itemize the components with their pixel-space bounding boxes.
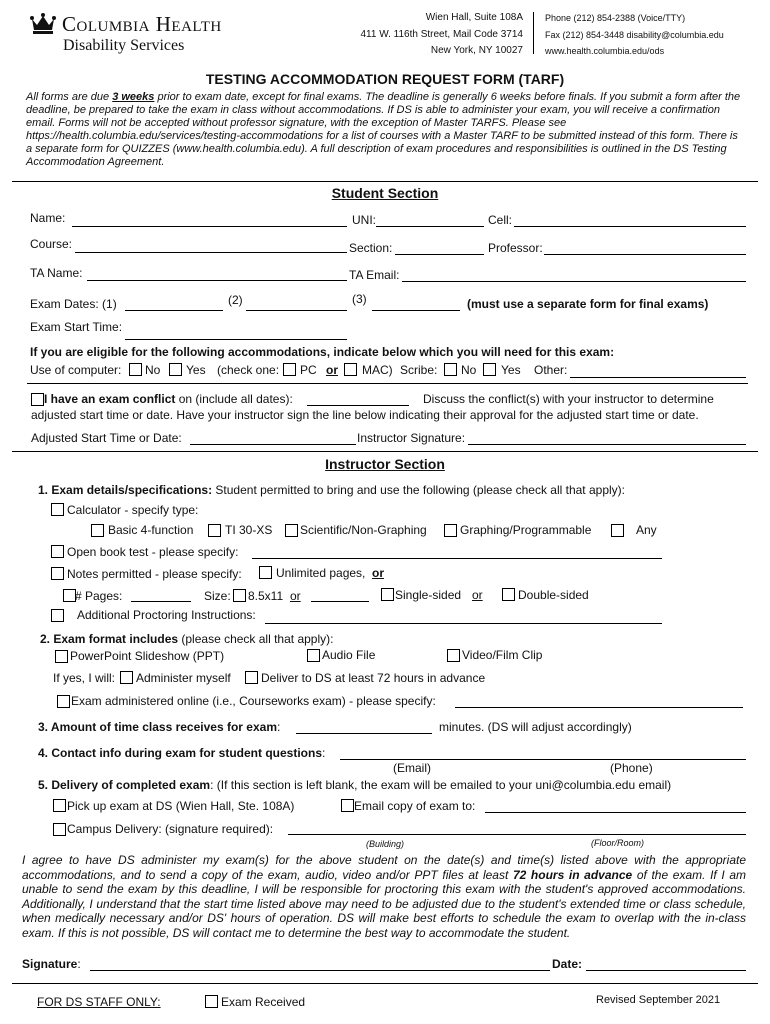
other-label: Other:	[534, 363, 568, 377]
q5-bold: 5. Delivery of completed exam	[38, 778, 211, 792]
num-pages-field[interactable]	[131, 601, 191, 602]
unlimited-pages-checkbox[interactable]	[259, 566, 272, 579]
pc-checkbox[interactable]	[283, 363, 296, 376]
dept-name: Disability Services	[63, 37, 185, 54]
exam-start-time-field[interactable]	[125, 339, 347, 340]
exam-date-2-field[interactable]	[246, 310, 347, 311]
eligible-heading: If you are eligible for the following accommodations, indicate below which you will need for this exam:	[30, 345, 615, 359]
q2-label	[40, 632, 333, 646]
pc-label: PC	[300, 363, 317, 377]
mac-checkbox[interactable]	[344, 363, 357, 376]
agreement-deadline: 72 hours in advance	[512, 867, 633, 882]
computer-yes-label: Yes	[186, 363, 206, 377]
header-divider	[533, 12, 534, 54]
computer-no-checkbox[interactable]	[129, 363, 142, 376]
pickup-checkbox[interactable]	[53, 799, 66, 812]
adjusted-start-field[interactable]	[190, 444, 356, 445]
double-sided-label: Double-sided	[518, 588, 589, 602]
minutes-label: minutes. (DS will adjust accordingly)	[439, 720, 632, 734]
staff-only-label: FOR DS STAFF ONLY:	[37, 995, 161, 1009]
q1-bold: 1. Exam details/specifications:	[38, 483, 213, 497]
scribe-label: Scribe:	[400, 363, 438, 377]
q3-bold: 3. Amount of time class receives for exam	[38, 720, 277, 734]
scribe-yes-checkbox[interactable]	[483, 363, 496, 376]
ta-name-label: TA Name:	[30, 266, 83, 280]
signature-colon: :	[77, 957, 81, 971]
audio-checkbox[interactable]	[307, 649, 320, 662]
deliver-checkbox[interactable]	[245, 671, 258, 684]
scribe-no-label: No	[461, 363, 477, 377]
pickup-label: Pick up exam at DS (Wien Hall, Ste. 108A)	[67, 799, 295, 813]
q2-bold: 2. Exam format includes	[40, 632, 179, 646]
any-calc-checkbox[interactable]	[611, 524, 624, 537]
q3-colon: :	[277, 720, 281, 734]
conflict-box-rule	[27, 383, 748, 384]
instructor-signature-label: Instructor Signature:	[357, 431, 466, 445]
adjusted-start-label: Adjusted Start Time or Date:	[31, 431, 182, 445]
double-sided-checkbox[interactable]	[502, 588, 515, 601]
address-line: New York, NY 10027	[430, 45, 523, 56]
mac-label: MAC)	[362, 363, 393, 377]
exam-start-time-label: Exam Start Time:	[30, 320, 123, 334]
proctoring-checkbox[interactable]	[51, 609, 64, 622]
campus-delivery-field[interactable]	[288, 834, 746, 835]
scientific-calc-label: Scientific/Non-Graphing	[300, 523, 427, 537]
footer-rule	[12, 983, 758, 984]
check-one-label: (check one:	[217, 363, 280, 377]
q4-colon: :	[322, 746, 326, 760]
unlimited-pages-label: Unlimited pages,	[276, 566, 366, 580]
finals-note: (must use a separate form for final exams)	[467, 297, 709, 311]
scientific-calc-checkbox[interactable]	[285, 524, 298, 537]
campus-delivery-label: Campus Delivery: (signature required):	[67, 822, 274, 836]
exam-date-1-field[interactable]	[125, 310, 223, 311]
graphing-calc-checkbox[interactable]	[444, 524, 457, 537]
contact-line: Phone (212) 854-2388 (Voice/TTY)	[545, 13, 686, 23]
ppt-label: PowerPoint Slideshow (PPT)	[70, 649, 225, 663]
ta-email-label: TA Email:	[349, 268, 400, 282]
professor-label: Professor:	[488, 241, 543, 255]
name-label: Name:	[30, 211, 66, 225]
calculator-checkbox[interactable]	[51, 503, 64, 516]
intro-text: All forms are due	[26, 91, 113, 103]
class-time-field[interactable]	[296, 733, 432, 734]
online-exam-label: Exam administered online (i.e., Courseworks exam) - please specify:	[71, 694, 436, 708]
online-exam-checkbox[interactable]	[57, 695, 70, 708]
signature-field[interactable]	[90, 970, 550, 971]
exam-date-3-field[interactable]	[372, 310, 460, 311]
contact-line: www.health.columbia.edu/ods	[545, 46, 665, 56]
intro-due: 3 weeks	[112, 91, 155, 103]
section-field[interactable]	[395, 254, 484, 255]
q4-label	[38, 746, 325, 760]
agreement-text: I agree to have DS administer my exam(s) for the above student on the date(s) and time(s) listed above with the appropriate accommodations, and to send a copy of the exam, audio, video and/or PPT files at least	[22, 853, 746, 882]
basic-calc-label: Basic 4-function	[108, 523, 194, 537]
agreement-paragraph	[22, 853, 746, 940]
or-label: or	[290, 589, 301, 603]
open-book-field[interactable]	[252, 558, 662, 559]
letter-size-label: 8.5x11	[248, 589, 284, 603]
notes-label: Notes permitted - please specify:	[67, 567, 242, 581]
open-book-label: Open book test - please specify:	[67, 545, 239, 559]
scribe-yes-label: Yes	[501, 363, 521, 377]
discuss-label: Discuss the conflict(s) with your instructor to determine	[423, 392, 714, 406]
exam-conflict-label	[44, 392, 293, 406]
scribe-no-checkbox[interactable]	[444, 363, 457, 376]
other-size-field[interactable]	[311, 601, 369, 602]
ta-name-field[interactable]	[87, 280, 347, 281]
columbia-crown-logo	[30, 13, 56, 40]
q5-rest: : (If this section is left blank, the exam will be emailed to your uni@columbia.edu email)	[210, 778, 672, 792]
notes-checkbox[interactable]	[51, 567, 64, 580]
exam-date-2-label: (2)	[228, 293, 243, 307]
video-checkbox[interactable]	[447, 649, 460, 662]
instructor-signature-field[interactable]	[468, 444, 746, 445]
computer-yes-checkbox[interactable]	[169, 363, 182, 376]
audio-label: Audio File	[322, 648, 376, 662]
date-field[interactable]	[586, 970, 746, 971]
date-label: Date:	[552, 957, 583, 971]
section-rule	[12, 181, 758, 182]
q2-rest: (please check all that apply):	[178, 632, 334, 646]
cell-field[interactable]	[514, 226, 746, 227]
revised-date: Revised September 2021	[596, 994, 721, 1006]
instructor-section-heading: Instructor Section	[325, 456, 445, 472]
video-label: Video/Film Clip	[462, 648, 543, 662]
address-line: 411 W. 116th Street, Mail Code 3714	[360, 29, 523, 40]
ti-calc-checkbox[interactable]	[208, 524, 221, 537]
course-label: Course:	[30, 237, 73, 251]
cell-label: Cell:	[488, 213, 513, 227]
q1-label	[38, 483, 625, 497]
signature-bold: Signature	[22, 957, 78, 971]
q4-bold: 4. Contact info during exam for student questions	[38, 746, 323, 760]
name-field[interactable]	[72, 226, 347, 227]
exam-received-checkbox[interactable]	[205, 995, 218, 1008]
graphing-calc-label: Graphing/Programmable	[460, 523, 592, 537]
administer-checkbox[interactable]	[120, 671, 133, 684]
if-yes-label: If yes, I will:	[53, 671, 116, 685]
exam-received-label: Exam Received	[221, 995, 306, 1009]
proctoring-label: Additional Proctoring Instructions:	[77, 608, 256, 622]
contact-line: Fax (212) 854-3448 disability@columbia.edu	[545, 30, 724, 40]
address-line: Wien Hall, Suite 108A	[425, 12, 523, 23]
open-book-checkbox[interactable]	[51, 545, 64, 558]
contact-info-field[interactable]	[340, 759, 746, 760]
uni-field[interactable]	[376, 226, 484, 227]
email-copy-label: Email copy of exam to:	[354, 799, 476, 813]
or-label: or	[472, 588, 483, 602]
calculator-label: Calculator - specify type:	[67, 503, 199, 517]
or-label: or	[326, 363, 338, 377]
phone-caption: (Phone)	[610, 761, 653, 775]
deliver-label: Deliver to DS at least 72 hours in advance	[261, 671, 486, 685]
letter-size-checkbox[interactable]	[233, 589, 246, 602]
ppt-checkbox[interactable]	[55, 650, 68, 663]
uni-label: UNI:	[352, 213, 376, 227]
agreement-text: of the exam. If I am unable to send the exam by this deadline, I will be responsible for proctoring this exam with the student's approved accommodations. Additionally, I understand that the start time listed above may need to be adjusted due to the student's extended time or class schedule, when medically necessary and/or DS' hours of operation. DS will make best efforts to schedule the exam to overlap with the in-class exam. If this is not possible, DS will contact me to determine the best way to accommodate the student.	[22, 867, 746, 940]
q3-label	[38, 720, 280, 734]
exam-dates-label: Exam Dates: (1)	[30, 297, 117, 311]
email-copy-checkbox[interactable]	[341, 799, 354, 812]
intro-paragraph	[26, 91, 746, 169]
conflict-dates-field[interactable]	[307, 405, 409, 406]
q1-rest: Student permitted to bring and use the following (please check all that apply):	[212, 483, 625, 497]
or-label: or	[372, 566, 384, 580]
any-calc-label: Any	[636, 523, 657, 537]
section-label: Section:	[349, 241, 393, 255]
exam-conflict-bold: I have an exam conflict	[44, 392, 176, 406]
course-field[interactable]	[75, 252, 347, 253]
ti-calc-label: TI 30-XS	[225, 523, 273, 537]
student-section-heading: Student Section	[331, 185, 439, 201]
campus-delivery-checkbox[interactable]	[53, 823, 66, 836]
org-name: Columbia Health	[62, 12, 222, 36]
single-sided-checkbox[interactable]	[381, 588, 394, 601]
q5-label	[38, 778, 671, 792]
floor-caption: (Floor/Room)	[591, 838, 645, 848]
professor-field[interactable]	[544, 254, 746, 255]
administer-label: Administer myself	[136, 671, 231, 685]
intro-text: prior to exam date, except for final exams. The deadline is generally 6 weeks before finals. If you submit a form after the deadline, be prepared to take the exam in class without accommodations. If DS is able to administer your exam, you will receive a confirmation email. Forms will not be accepted without professor signature, with the exception of Master TARFS. Please see https://health.columbia.edu/services/testing-accommodations for a list of courses with a Master TARF to be submitted instead of this form. There is a separate form for QUIZZES (www.health.columbia.edu). A full description of exam procedures and responsibilities is outlined in the DS Testing Accommodation Agreement.	[26, 91, 741, 168]
basic-calc-checkbox[interactable]	[91, 524, 104, 537]
single-sided-label: Single-sided	[395, 588, 462, 602]
num-pages-label: # Pages:	[75, 589, 123, 603]
email-copy-field[interactable]	[485, 812, 746, 813]
crown-icon	[30, 13, 56, 35]
email-caption: (Email)	[393, 761, 431, 775]
exam-conflict-checkbox[interactable]	[31, 393, 44, 406]
exam-conflict-rest: on (include all dates):	[175, 392, 293, 406]
computer-label: Use of computer:	[30, 363, 122, 377]
other-field[interactable]	[570, 377, 746, 378]
section-rule	[12, 451, 758, 452]
form-title: TESTING ACCOMMODATION REQUEST FORM (TARF)	[205, 71, 565, 87]
exam-date-3-label: (3)	[352, 292, 367, 306]
building-caption: (Building)	[366, 839, 405, 849]
proctoring-field[interactable]	[265, 623, 662, 624]
size-label: Size:	[204, 589, 231, 603]
ta-email-field[interactable]	[402, 281, 746, 282]
adjusted-note: adjusted start time or date. Have your instructor sign the line below indicating their approval for the adjusted start time or date.	[31, 408, 699, 422]
online-exam-field[interactable]	[455, 707, 743, 708]
computer-no-label: No	[145, 363, 161, 377]
signature-label	[22, 957, 81, 971]
